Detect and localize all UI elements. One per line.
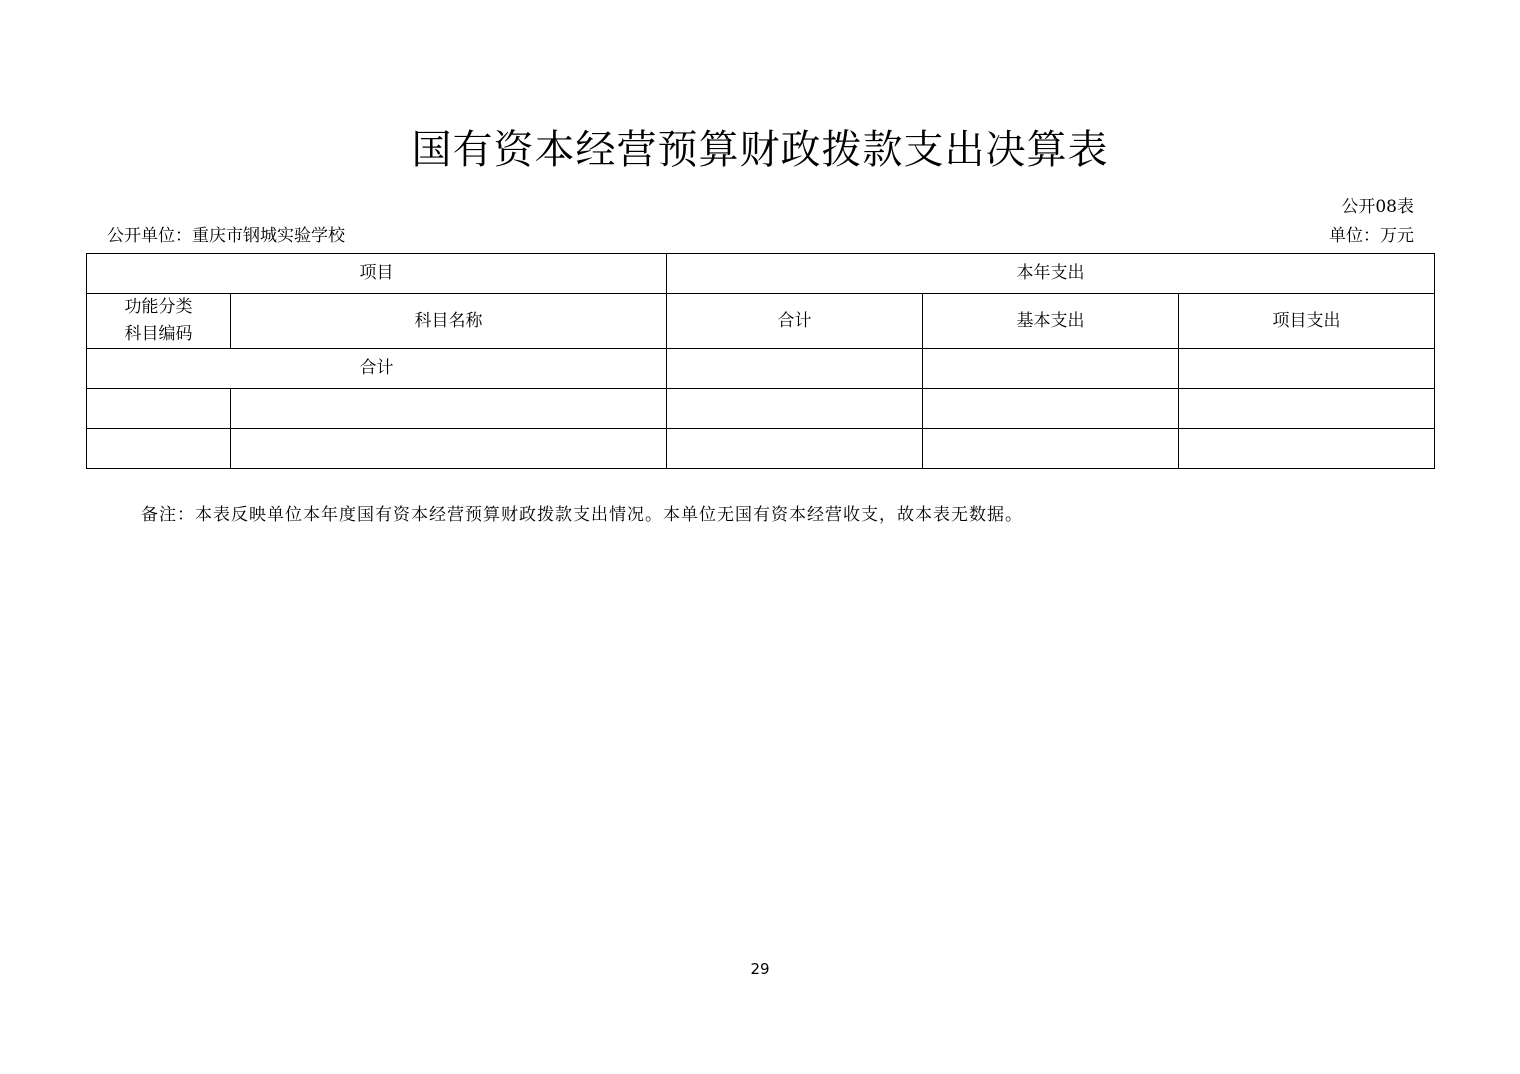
page-title: 国有资本经营预算财政拨款支出决算表 bbox=[411, 127, 1109, 173]
header-group-row bbox=[87, 254, 1435, 294]
header-function-code bbox=[87, 294, 231, 349]
header-subject-name: 科目名称 bbox=[231, 294, 667, 349]
header-code-line1: 功能分类 bbox=[124, 297, 193, 317]
header-project: 项目 bbox=[87, 254, 667, 294]
header-basic-expense: 基本支出 bbox=[923, 294, 1179, 349]
table-cell bbox=[87, 429, 231, 469]
table-cell bbox=[231, 429, 667, 469]
total-row-total-cell bbox=[667, 349, 923, 389]
page-number: 29 bbox=[750, 960, 770, 978]
total-row bbox=[87, 349, 1435, 389]
table-row bbox=[87, 429, 1435, 469]
table-number: 公开08表 bbox=[1341, 197, 1414, 217]
table-cell bbox=[1179, 389, 1435, 429]
total-row-basic-cell bbox=[923, 349, 1179, 389]
header-project-expense: 项目支出 bbox=[1179, 294, 1435, 349]
total-row-label: 合计 bbox=[87, 349, 667, 389]
table-cell bbox=[231, 389, 667, 429]
header-current-year-expense: 本年支出 bbox=[667, 254, 1435, 294]
footnote: 备注：本表反映单位本年度国有资本经营预算财政拨款支出情况。本单位无国有资本经营收支，故本表无数据。 bbox=[141, 505, 1023, 525]
table-cell bbox=[667, 429, 923, 469]
table-cell bbox=[923, 429, 1179, 469]
table-cell bbox=[1179, 429, 1435, 469]
reporting-unit: 公开单位：重庆市钢城实验学校 bbox=[107, 226, 345, 246]
currency-unit: 单位：万元 bbox=[1329, 226, 1414, 246]
table-row bbox=[87, 389, 1435, 429]
header-code-line2: 科目编码 bbox=[124, 324, 193, 344]
expense-table bbox=[86, 253, 1435, 469]
header-total: 合计 bbox=[667, 294, 923, 349]
table-cell bbox=[667, 389, 923, 429]
table-cell bbox=[87, 389, 231, 429]
header-column-row bbox=[87, 294, 1435, 349]
total-row-project-cell bbox=[1179, 349, 1435, 389]
table-cell bbox=[923, 389, 1179, 429]
